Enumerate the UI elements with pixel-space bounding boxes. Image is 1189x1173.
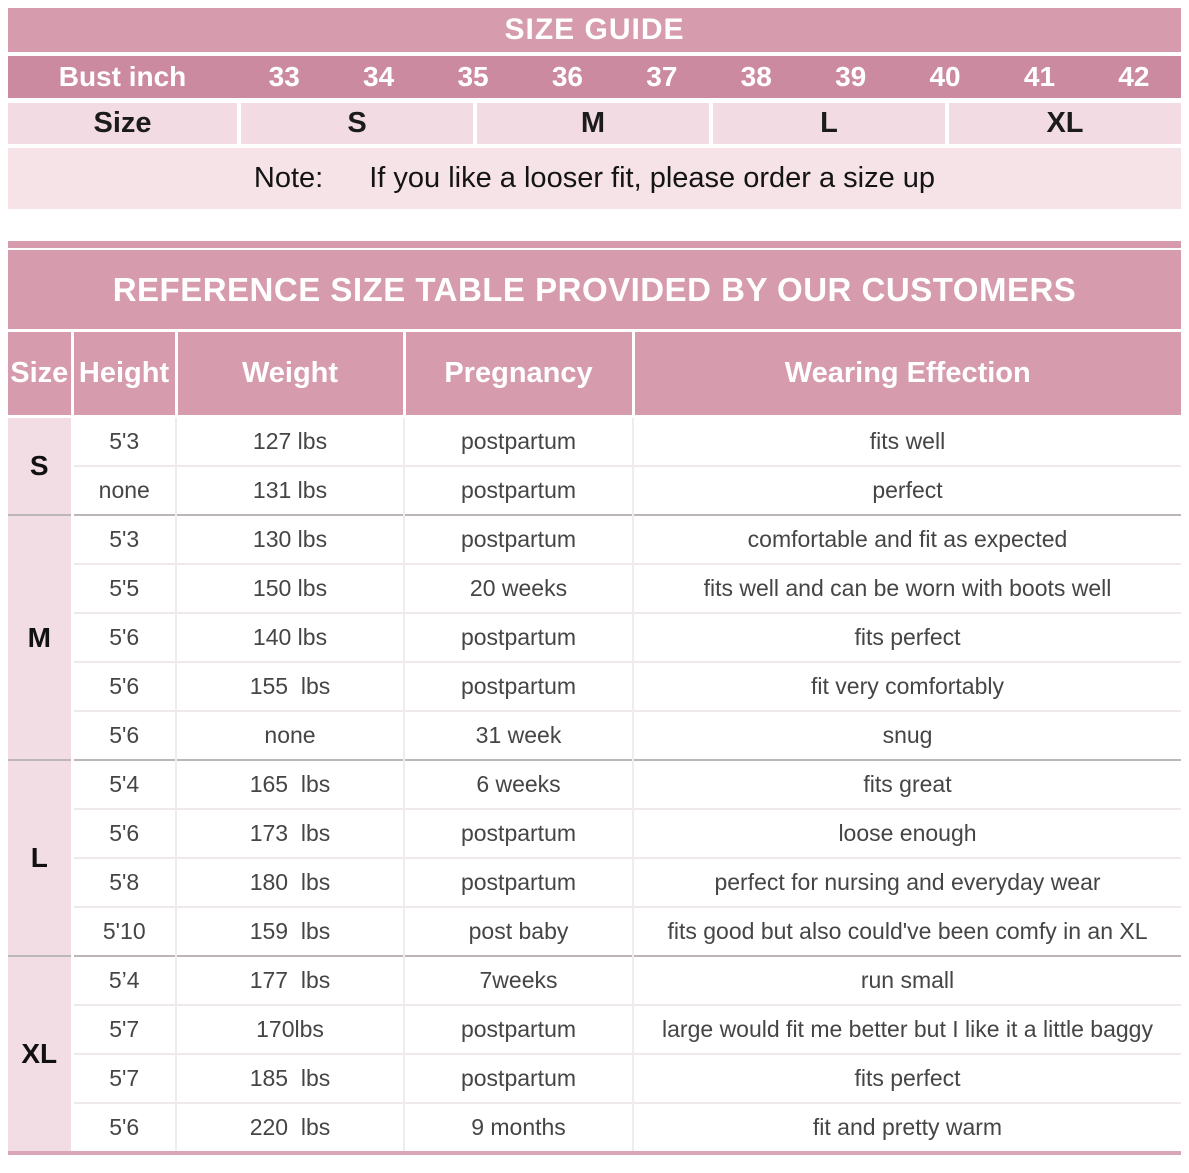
height-cell: 5'7 (72, 1054, 176, 1103)
table-row (8, 760, 1181, 809)
size-row (8, 103, 1181, 144)
weight-cell: 170lbs (176, 1005, 404, 1054)
pregnancy-cell: postpartum (404, 466, 633, 515)
effection-cell: perfect (633, 466, 1181, 515)
table-row (8, 858, 1181, 907)
pregnancy-cell: postpartum (404, 662, 633, 711)
bust-value: 35 (457, 61, 489, 92)
effection-cell: loose enough (633, 809, 1181, 858)
pregnancy-cell: postpartum (404, 417, 633, 467)
bust-value: 37 (646, 61, 678, 92)
weight-cell: 155 lbs (176, 662, 404, 711)
note-row (8, 148, 1181, 209)
pregnancy-cell: 7weeks (404, 956, 633, 1005)
effection-cell: fits good but also could've been comfy in an XL (633, 907, 1181, 956)
height-cell: 5'10 (72, 907, 176, 956)
column-header-pregnancy: Pregnancy (404, 332, 633, 417)
table-row (8, 956, 1181, 1005)
table-row (8, 907, 1181, 956)
column-header-height: Height (72, 332, 176, 417)
height-cell: 5'6 (72, 613, 176, 662)
size-group-label: L (8, 760, 72, 956)
bust-value: 34 (363, 61, 395, 92)
table-row (8, 613, 1181, 662)
pregnancy-cell: post baby (404, 907, 633, 956)
weight-cell: 150 lbs (176, 564, 404, 613)
effection-cell: fits perfect (633, 1054, 1181, 1103)
weight-cell: none (176, 711, 404, 760)
weight-cell: 173 lbs (176, 809, 404, 858)
effection-cell: fit and pretty warm (633, 1103, 1181, 1151)
column-header-effection: Wearing Effection (633, 332, 1181, 417)
note-label: Note: (253, 162, 324, 194)
pregnancy-cell: postpartum (404, 1005, 633, 1054)
height-cell: 5'5 (72, 564, 176, 613)
reference-table-section (8, 241, 1181, 1155)
size-group-label: S (8, 417, 72, 516)
weight-cell: 180 lbs (176, 858, 404, 907)
table-row (8, 417, 1181, 467)
reference-table (8, 332, 1181, 1151)
bust-inch-row (8, 56, 1181, 98)
height-cell: 5’4 (72, 956, 176, 1005)
weight-cell: 220 lbs (176, 1103, 404, 1151)
height-cell: 5'6 (72, 711, 176, 760)
reference-table-title: REFERENCE SIZE TABLE PROVIDED BY OUR CUSTOMERS (8, 250, 1181, 332)
effection-cell: large would fit me better but I like it a little baggy (633, 1005, 1181, 1054)
note-text: If you like a looser fit, please order a size up (369, 162, 936, 194)
height-cell: 5'3 (72, 515, 176, 564)
effection-cell: perfect for nursing and everyday wear (633, 858, 1181, 907)
size-value-s: S (237, 103, 473, 144)
height-cell: 5'3 (72, 417, 176, 467)
bust-value: 36 (551, 61, 583, 92)
size-guide-section (8, 8, 1181, 209)
pregnancy-cell: postpartum (404, 1054, 633, 1103)
bust-value: 39 (835, 61, 867, 92)
height-cell: 5'6 (72, 809, 176, 858)
pregnancy-cell: 20 weeks (404, 564, 633, 613)
height-cell: 5'6 (72, 1103, 176, 1151)
size-label: Size (93, 107, 152, 139)
bust-value: 40 (929, 61, 961, 92)
weight-cell: 185 lbs (176, 1054, 404, 1103)
size-group-label: M (8, 515, 72, 760)
table-row (8, 1054, 1181, 1103)
bust-value: 38 (740, 61, 772, 92)
weight-cell: 159 lbs (176, 907, 404, 956)
height-cell: 5'6 (72, 662, 176, 711)
column-header-weight: Weight (176, 332, 404, 417)
weight-cell: 165 lbs (176, 760, 404, 809)
column-header-size: Size (8, 332, 72, 417)
size-group-label: XL (8, 956, 72, 1151)
weight-cell: 140 lbs (176, 613, 404, 662)
table-row (8, 711, 1181, 760)
weight-cell: 127 lbs (176, 417, 404, 467)
size-value-xl: XL (945, 103, 1181, 144)
pregnancy-cell: postpartum (404, 809, 633, 858)
table-row (8, 1005, 1181, 1054)
height-cell: 5'7 (72, 1005, 176, 1054)
height-cell: 5'8 (72, 858, 176, 907)
weight-cell: 177 lbs (176, 956, 404, 1005)
effection-cell: fits great (633, 760, 1181, 809)
effection-cell: fits well and can be worn with boots well (633, 564, 1181, 613)
effection-cell: fits perfect (633, 613, 1181, 662)
reference-table-bottom-strip (8, 1151, 1181, 1155)
bust-inch-label: Bust inch (58, 61, 187, 92)
size-value-m: M (473, 103, 709, 144)
pregnancy-cell: 9 months (404, 1103, 633, 1151)
effection-cell: run small (633, 956, 1181, 1005)
size-guide-title: SIZE GUIDE (8, 8, 1181, 52)
table-row (8, 1103, 1181, 1151)
pregnancy-cell: 6 weeks (404, 760, 633, 809)
effection-cell: snug (633, 711, 1181, 760)
height-cell: 5'4 (72, 760, 176, 809)
weight-cell: 130 lbs (176, 515, 404, 564)
bust-value: 33 (268, 61, 300, 92)
pregnancy-cell: postpartum (404, 613, 633, 662)
weight-cell: 131 lbs (176, 466, 404, 515)
effection-cell: fits well (633, 417, 1181, 467)
reference-header-row (8, 332, 1181, 417)
effection-cell: fit very comfortably (633, 662, 1181, 711)
table-row (8, 466, 1181, 515)
table-row (8, 515, 1181, 564)
height-cell: none (72, 466, 176, 515)
bust-value: 42 (1118, 61, 1150, 92)
table-row (8, 662, 1181, 711)
pregnancy-cell: 31 week (404, 711, 633, 760)
pregnancy-cell: postpartum (404, 515, 633, 564)
size-value-l: L (709, 103, 945, 144)
pregnancy-cell: postpartum (404, 858, 633, 907)
table-row (8, 564, 1181, 613)
bust-value: 41 (1023, 61, 1056, 92)
effection-cell: comfortable and fit as expected (633, 515, 1181, 564)
table-row (8, 809, 1181, 858)
reference-table-top-strip (8, 241, 1181, 250)
